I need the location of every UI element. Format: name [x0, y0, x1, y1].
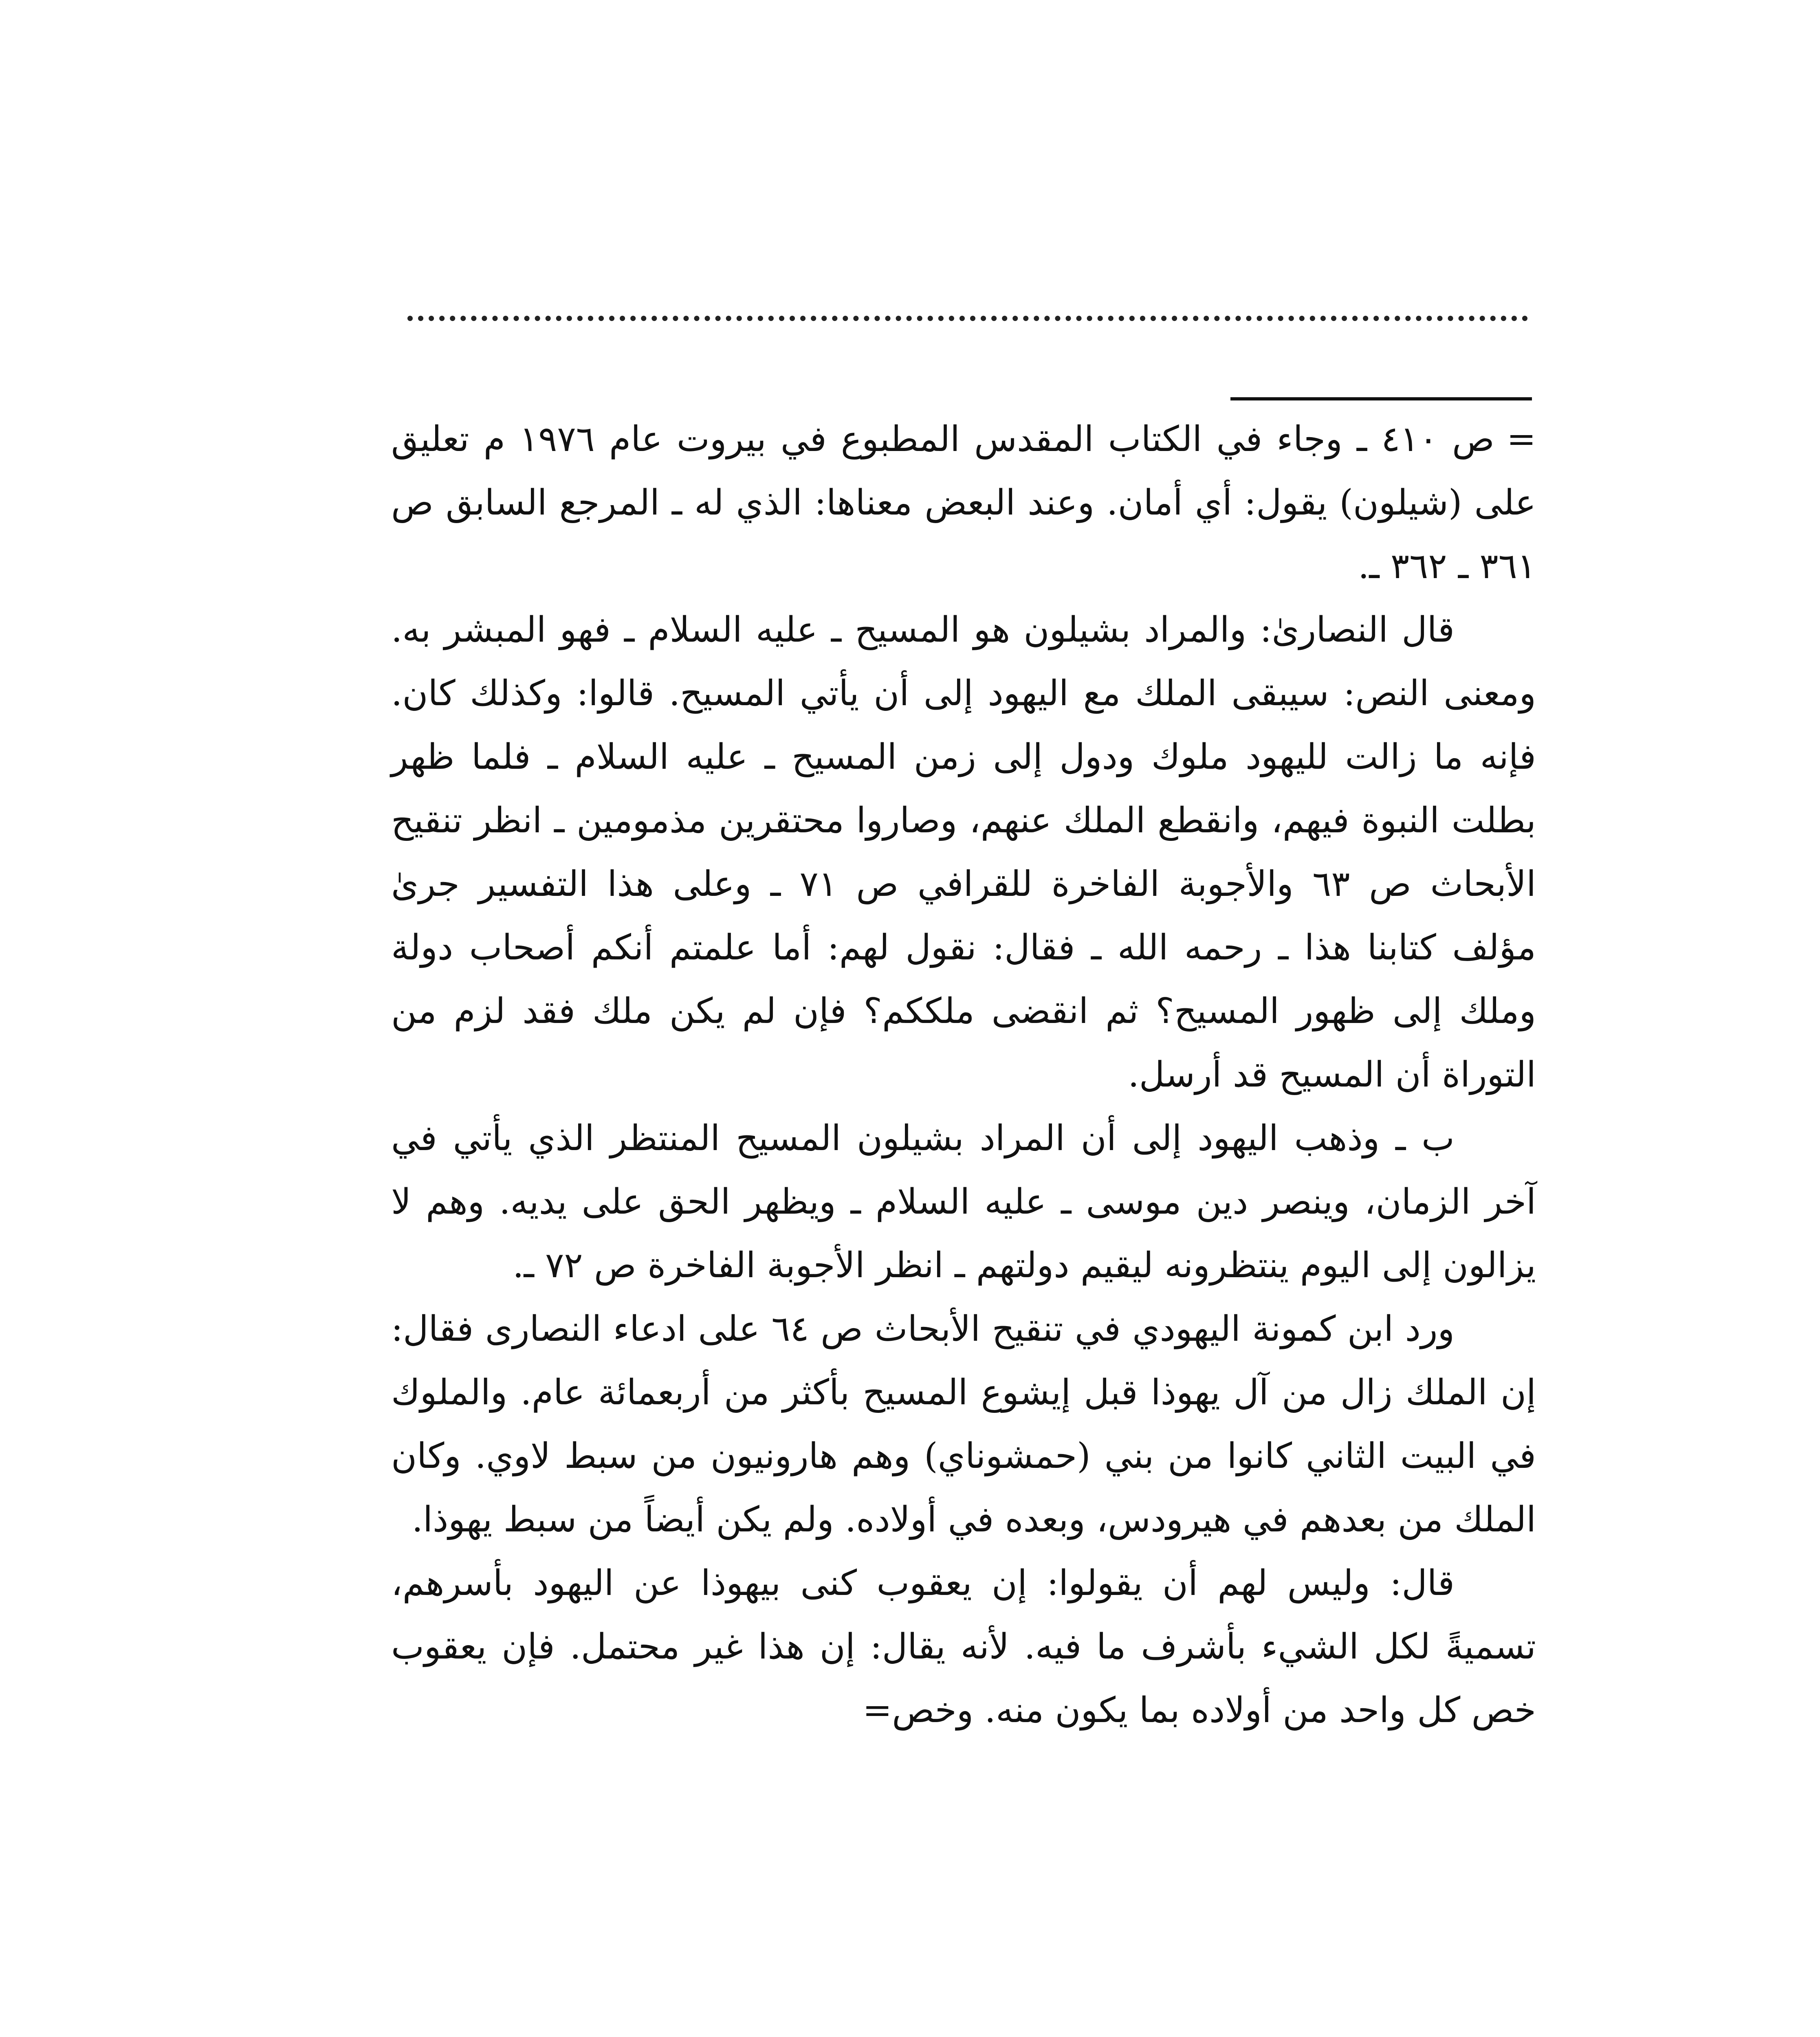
paragraph-2: قال النصارىٰ: والمراد بشيلون هو المسيح ـ عليه السلام ـ فهو المبشر به. ومعنى النص: سيبقى الملك مع اليهود إلى أن يأتي المسيح. قالوا: وكذلك كان. فإنه ما زالت لليهود ملوك ودول إلى زمن المسيح ـ عليه السلام ـ فلما ظهر بطلت النبوة فيهم، وانقطع الملك عنهم، وصاروا محتقرين مذمومين ـ انظر تنقيح الأبحاث ص ٦٣ والأجوبة الفاخرة للقرافي ص ٧١ ـ وعلى هذا التفسير جرىٰ مؤلف كتابنا هذا ـ رحمه الله ـ فقال: نقول لهم: أما علمتم أنكم أصحاب دولة وملك إلى ظهور المسيح؟ ثم انقضى ملككم؟ فإن لم يكن ملك فقد لزم من التوراة أن المسيح قد أرسل.: [391, 609, 1536, 1095]
paragraph-5: قال: وليس لهم أن يقولوا: إن يعقوب كنى بيهوذا عن اليهود بأسرهم، تسميةً لكل الشيء بأشرف ما فيه. لأنه يقال: إن هذا غير محتمل. فإن يعقوب خص كل واحد من أولاده بما يكون منه. وخص=: [391, 1563, 1536, 1731]
footnote-separator-rule: [1230, 397, 1532, 400]
paragraph-1-text: ص ٤١٠ ـ وجاء في الكتاب المقدس المطبوع في بيروت عام ١٩٧٦ م تعليق على (شيلون) يقول: أي أمان. وعند البعض معناها: الذي له ـ المرجع السابق ص ٣٦١ ـ ٣٦٢ ـ.: [391, 419, 1536, 587]
footnote-continuation-marker: =: [1506, 419, 1536, 460]
paragraph-4: ورد ابن كمونة اليهودي في تنقيح الأبحاث ص ٦٤ على ادعاء النصارى فقال: إن الملك زال من آل يهوذا قبل إيشوع المسيح بأكثر من أربعمائة عام. والملوك في البيت الثاني كانوا من بني (حمشوناي) وهم هارونيون من سبط لاوي. وكان الملك من بعدهم في هيرودس، وبعده في أولاده. ولم يكن أيضاً من سبط يهوذا.: [391, 1309, 1536, 1540]
paragraph-1: [391, 407, 1536, 598]
footnote-text: [391, 407, 1536, 1742]
paragraph-3: ب ـ وذهب اليهود إلى أن المراد بشيلون المسيح المنتظر الذي يأتي في آخر الزمان، وينصر دين موسى ـ عليه السلام ـ ويظهر الحق على يديه. وهم لا يزالون إلى اليوم ينتظرونه ليقيم دولتهم ـ انظر الأجوبة الفاخرة ص ٧٢ ـ.: [391, 1118, 1536, 1286]
header-dotted-rule: [407, 316, 1528, 321]
